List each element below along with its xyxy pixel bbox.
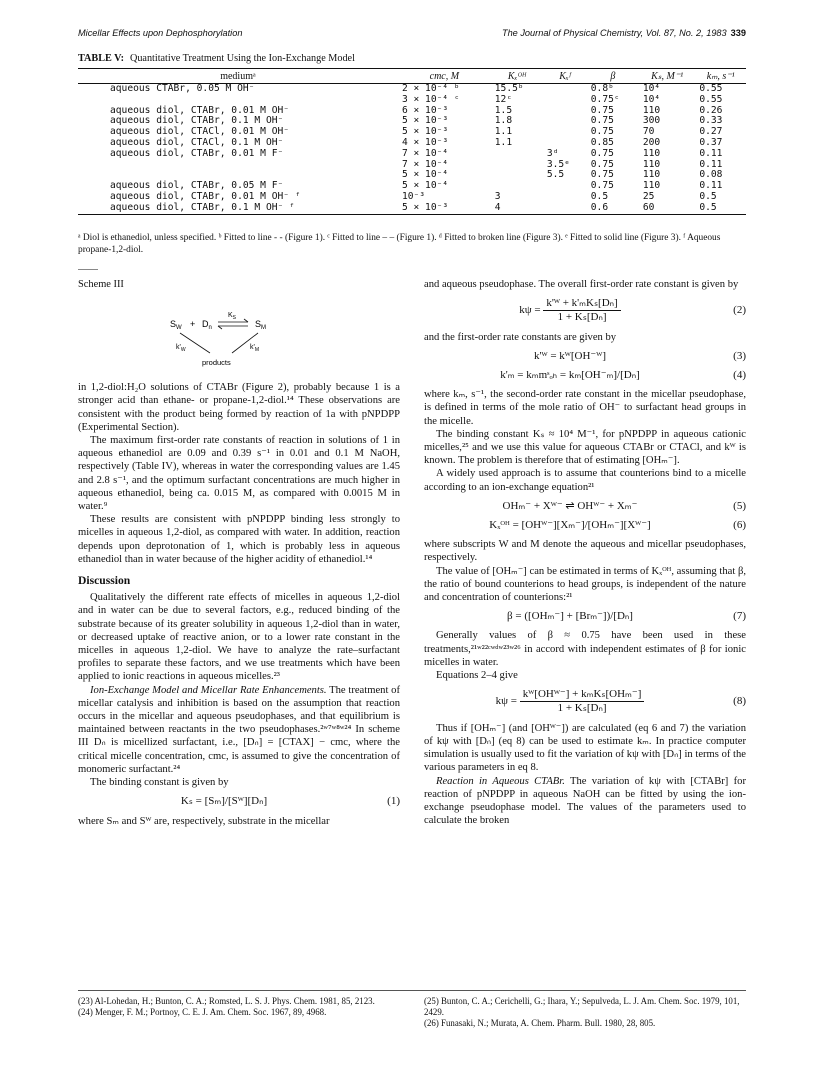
- cell-beta: 0.75: [590, 104, 614, 116]
- table-label: TABLE V:: [78, 53, 124, 64]
- scheme-svg: [78, 291, 400, 381]
- col-header-cmc: cmc, M: [398, 69, 491, 84]
- right-paragraph-6: where subscripts W and M denote the aqueous and micellar pseudophases, respectively.: [424, 539, 746, 564]
- cell-kx-oh: 4: [491, 203, 543, 214]
- cell-cmc: 5 × 10⁻⁴: [401, 180, 449, 192]
- cell-cmc: 5 × 10⁻³: [401, 115, 449, 127]
- cell-km: 0.11: [699, 180, 723, 192]
- cell-ks: 110: [642, 169, 661, 181]
- equation-2-number: (2): [733, 304, 746, 317]
- table-header-row: [78, 69, 746, 84]
- cell-medium: [78, 160, 398, 171]
- left-paragraph-5: [78, 684, 400, 776]
- cell-km: 0.37: [699, 136, 723, 148]
- cell-kx-oh: 1.1: [494, 126, 513, 138]
- reference-26: (26) Funasaki, N.; Murata, A. Chem. Pharm. Bull. 1980, 28, 805.: [424, 1018, 656, 1028]
- cell-kx-oh: 1.5: [494, 104, 513, 116]
- equation-8-number: (8): [733, 695, 746, 708]
- right-paragraph-3: where kₘ, s⁻¹, the second-order rate constant in the micellar pseudophase, is defined in terms of the mole ratio of OH⁻ to surfactant head groups in the micelle.: [424, 389, 746, 427]
- equation-2-fraction: [543, 297, 620, 324]
- cell-kx-f: [543, 127, 587, 138]
- equation-8-lhs: kψ =: [495, 695, 517, 708]
- right-column: [424, 278, 746, 827]
- scheme-sw: $S_W$: [170, 319, 182, 332]
- col-header-ks: Kₛ, M⁻¹: [639, 69, 695, 84]
- cell-km: 0.5: [699, 190, 717, 202]
- equation-7: [424, 610, 746, 623]
- cell-beta: 0.75: [590, 169, 614, 181]
- cell-medium: aqueous CTABr, 0.05 M OH⁻: [110, 83, 255, 94]
- subheading-ion-exchange: Ion-Exchange Model and Micellar Rate Enhancements.: [90, 684, 327, 696]
- cell-km: 0.33: [699, 115, 723, 127]
- cell-beta: 0.6: [587, 203, 639, 214]
- page-number: 339: [730, 28, 746, 38]
- scheme-iii-diagram: [78, 291, 400, 381]
- cell-kx-f: [543, 181, 587, 192]
- cell-beta: 0.8ᵇ: [590, 83, 614, 94]
- scheme-ks: $K_S$: [228, 312, 237, 322]
- equation-2: [424, 297, 746, 324]
- cell-kx-oh: 12ᶜ: [494, 93, 513, 105]
- table-footnotes: ᵃ Diol is ethanediol, unless specified. ᵇ Fitted to line - - (Figure 1). ᶜ Fitted to line – – (Figure 1). ᵈ Fitted to broken line (Figure 3). ᵉ Fitted to solid line (Figure 3). ᶠ Aqueous propane-1,2-diol.: [78, 233, 721, 255]
- cell-kx-oh: [491, 149, 543, 160]
- cell-km: 0.55: [699, 83, 723, 94]
- cell-cmc: 7 × 10⁻⁴: [401, 158, 449, 170]
- cell-beta: 0.75ᶜ: [590, 93, 620, 105]
- cell-kx-f: 5.5: [546, 169, 565, 181]
- scheme-title: Scheme III: [78, 279, 124, 290]
- table-row: [78, 149, 746, 160]
- cell-ks: 10⁴: [642, 93, 661, 105]
- left-column: [78, 278, 400, 828]
- cell-medium: aqueous diol, CTACl, 0.01 M OH⁻: [110, 126, 290, 138]
- equation-2-expr: [424, 297, 716, 324]
- cell-medium: aqueous diol, CTACl, 0.1 M OH⁻: [110, 136, 284, 148]
- cell-ks: 110: [642, 158, 661, 170]
- col-header-kx-f: Kₓᶠ: [543, 69, 587, 84]
- table-row: [78, 95, 746, 106]
- cell-ks: 300: [642, 115, 661, 127]
- cell-km: 0.27: [699, 126, 723, 138]
- cell-cmc: 10⁻³: [401, 190, 426, 202]
- left-paragraph-7: where Sₘ and Sᵂ are, respectively, substrate in the micellar: [78, 815, 330, 827]
- equation-1-expr: Kₛ = [Sₘ]/[Sᵂ][Dₙ]: [180, 795, 268, 808]
- right-paragraph-5: A widely used approach is to assume that counterions bind to a micelle according to an ion-exchange equation²¹: [424, 468, 746, 493]
- equation-7-number: (7): [733, 610, 746, 623]
- equation-5: [424, 500, 746, 513]
- scheme-products: products: [202, 358, 231, 368]
- reference-23: (23) Al-Lohedan, H.; Bunton, C. A.; Romsted, L. S. J. Phys. Chem. 1981, 85, 2123.: [78, 996, 375, 1006]
- cell-kx-f: [543, 95, 587, 106]
- cell-medium: aqueous diol, CTABr, 0.05 M F⁻: [110, 180, 284, 192]
- cell-cmc: 5 × 10⁻⁴: [401, 169, 449, 181]
- cell-medium: [78, 95, 398, 106]
- equation-5-number: (5): [733, 499, 746, 512]
- cell-cmc: 5 × 10⁻³: [398, 203, 491, 214]
- cell-kx-f: [543, 192, 587, 203]
- cell-kx-f: [543, 116, 587, 127]
- cell-kx-oh: 15.5ᵇ: [494, 83, 524, 94]
- cell-kx-f: [543, 84, 587, 95]
- equation-4-number: (4): [733, 369, 746, 382]
- cell-beta: 0.75: [590, 126, 614, 138]
- right-paragraph-11-text: The variation of kψ with [CTABr] for reaction of pNPDPP in aqueous NaOH can be fitted by using the ion-exchange pseudophase model. The values of the parameters used to calculate the broken: [424, 775, 746, 827]
- cell-kx-oh: [491, 160, 543, 171]
- cell-km: 0.11: [699, 158, 723, 170]
- cell-beta: 0.85: [590, 136, 614, 148]
- table-title: [78, 53, 355, 64]
- equation-6-number: (6): [733, 519, 746, 532]
- cell-cmc: 4 × 10⁻³: [401, 136, 449, 148]
- cell-kx-f: [543, 106, 587, 117]
- equation-1-number: (1): [387, 795, 400, 808]
- right-paragraph-4: The binding constant Kₛ ≈ 10⁴ M⁻¹, for pNPDPP in aqueous cationic micelles,²⁵ and we use this value for aqueous CTABr or CTACl, and kᵂ is known. The problem is therefore that of estimating [OHₘ⁻].: [424, 428, 746, 467]
- right-paragraph-7: The value of [OHₘ⁻] can be estimated in terms of Kₓᴼᴴ, assuming that β, the ratio of bound counterions to head groups, is independent of the nature and concentration of counterions:²¹: [424, 565, 746, 604]
- table-caption: Quantitative Treatment Using the Ion-Exchange Model: [129, 53, 355, 64]
- cell-beta: 0.75: [590, 147, 614, 159]
- cell-km: 0.11: [699, 147, 723, 159]
- cell-ks: 200: [642, 136, 661, 148]
- col-header-km: kₘ, s⁻¹: [695, 69, 746, 84]
- left-paragraph-1: in 1,2-diol:H₂O solutions of CTABr (Figure 2), probably because 1 is a stronger acid than ethane- or propane-1,2-diol.¹⁴ These observations are consistent with the product being formed by reaction of 1a with pNPDPP (Experimental Section).: [78, 382, 400, 433]
- header-right: [502, 28, 746, 38]
- data-table: [78, 68, 746, 215]
- cell-beta: 0.75: [590, 180, 614, 192]
- equation-3-number: (3): [733, 349, 746, 362]
- scheme-sm: $S_M$: [255, 319, 267, 332]
- cell-ks: 110: [642, 104, 661, 116]
- equation-5-expr: OHₘ⁻ + Xᵂ⁻ ⇌ OHᵂ⁻ + Xₘ⁻: [502, 499, 638, 512]
- left-paragraph-5-text: The treatment of micellar catalysis and inhibition is based on the assumption that reaction occurs in the micellar and aqueous pseudophases, and that equilibrium is maintained between reactants in the two pseudophases.²ʷ⁷ʷ⁸ʷ²⁴ In scheme III Dₙ is micellized surfactant, i.e., [Dₙ] = [CTAX] − cmc, where the critical micelle concentration, cmc, is assumed to give the concentration of monomeric surfactant.²⁴: [78, 684, 400, 775]
- cell-kx-f: [543, 203, 587, 214]
- col-header-beta: β: [587, 69, 639, 84]
- equation-8: [424, 688, 746, 715]
- equation-8-numerator: kᵂ[OHᵂ⁻] + kₘKₛ[OHₘ⁻]: [520, 688, 645, 702]
- cell-ks: 110: [642, 147, 661, 159]
- equation-8-expr: [424, 688, 716, 715]
- reference-25: (25) Bunton, C. A.; Cerichelli, G.; Ihara, Y.; Sepulveda, L. J. Am. Chem. Soc. 1979, 101, 2429.: [424, 996, 740, 1017]
- subheading-aqueous-ctabr: Reaction in Aqueous CTABr.: [436, 775, 565, 787]
- journal-citation: The Journal of Physical Chemistry, Vol. 87, No. 2, 1983: [501, 28, 727, 38]
- equation-6-expr: Kₓᴼᴴ = [OHᵂ⁻][Xₘ⁻]/[OHₘ⁻][Xᵂ⁻]: [489, 519, 651, 532]
- cell-beta: 0.75: [590, 115, 614, 127]
- running-header: [78, 28, 746, 42]
- cell-km: 0.08: [699, 169, 723, 181]
- left-paragraph-4: Qualitatively the different rate effects of micelles in aqueous 1,2-diol and in water can be due to several factors, e.g., reduced binding of the substrate because of its greater solubility in aqueous 1,2-diol than in water, or decreased uptake of reactive anion, or to a lower rate constant in the micelles in aqueous 1,2-diol. We have to analyze the rate–surfactant profiles to separate these factors, and we use treatments which have been applied to ionic reactions in aqueous micelles.²³: [78, 592, 400, 683]
- equation-2-numerator: k'ᵂ + k'ₘKₛ[Dₙ]: [543, 297, 620, 311]
- cell-kx-oh: 3: [494, 190, 501, 202]
- right-paragraph-11: [424, 775, 746, 828]
- equation-8-fraction: [520, 688, 645, 715]
- cell-km: 0.5: [695, 203, 746, 214]
- scheme-km: $k'_M$: [250, 344, 260, 354]
- cell-cmc: 7 × 10⁻⁴: [401, 147, 449, 159]
- header-left-title: Micellar Effects upon Dephosphorylation: [78, 28, 243, 38]
- cell-ks: 60: [639, 203, 695, 214]
- cell-km: 0.55: [699, 93, 723, 105]
- cell-medium: aqueous diol, CTABr, 0.01 M OH⁻ ᶠ: [110, 190, 301, 202]
- scheme-dn: $D_n$: [202, 319, 212, 332]
- equation-8-denominator: 1 + Kₛ[Dₙ]: [557, 702, 607, 715]
- col-header-kx-oh: Kₓᴼᴴ: [491, 69, 543, 84]
- left-paragraph-6: The binding constant is given by: [90, 777, 229, 789]
- cell-cmc: 2 × 10⁻⁴ ᵇ: [401, 83, 460, 94]
- equation-3-expr: k'ᵂ = kᵂ[OH⁻ᵂ]: [534, 349, 606, 362]
- cell-beta: 0.75: [590, 158, 614, 170]
- cell-cmc: 6 × 10⁻³: [401, 104, 449, 116]
- cell-ks: 70: [642, 126, 655, 138]
- right-paragraph-2: and the first-order rate constants are given by: [424, 331, 617, 343]
- cell-kx-oh: 1.8: [494, 115, 513, 127]
- left-paragraph-2: The maximum first-order rate constants of reaction in solutions of 1 in aqueous ethanediol are 0.09 and 0.39 s⁻¹ in 0.01 and 0.1 M NaOH, respectively (Table IV), whereas in water the corresponding values are 1.45 and 2.8 s⁻¹, and the optimum surfactant concentrations are much higher in aqueous ethanediol, being ca. 0.015 M, as compared with 0.0015 M in water.⁹: [78, 435, 400, 513]
- cell-beta: 0.5: [590, 190, 609, 202]
- references-left: [78, 996, 400, 1018]
- separator-rule: [78, 269, 98, 270]
- equation-6: [424, 519, 746, 532]
- right-paragraph-9: Equations 2–4 give: [436, 670, 518, 682]
- equation-2-denominator: 1 + Kₛ[Dₙ]: [557, 311, 607, 324]
- left-paragraph-3: These results are consistent with pNPDPP binding less strongly to micelles in aqueous 1,2-diol, as compared with water. In addition, reaction depends upon deprotonation of 1, which is probably less in aqueous ethanediol than in water because of the higher acidity of ethanediol.¹⁴: [78, 514, 400, 565]
- cell-kx-f: 3.5ᵉ: [546, 158, 570, 170]
- cell-ks: 25: [642, 190, 655, 202]
- cell-km: 0.26: [699, 104, 723, 116]
- right-paragraph-10: Thus if [OHₘ⁻] (and [OHᵂ⁻]) are calculated (eq 6 and 7) the variation of kψ with [Dₙ] (eq 8) can be used to estimate kₘ. In practice computer simulation is usually used to fit the variation of kψ with [Dₙ] in terms of the various parameters in eq 8.: [424, 722, 746, 774]
- cell-medium: aqueous diol, CTABr, 0.01 M F⁻: [110, 147, 284, 159]
- cell-ks: 110: [642, 180, 661, 192]
- cell-kx-oh: 1.1: [494, 136, 513, 148]
- eq-arrow-forward-head: [244, 319, 248, 322]
- table-body: [78, 84, 746, 215]
- references-rule: [78, 990, 746, 991]
- scheme-plus: +: [190, 319, 196, 330]
- cell-cmc: 5 × 10⁻³: [401, 126, 449, 138]
- references-right: [424, 996, 746, 1029]
- eq-arrow-back-head: [218, 326, 222, 329]
- section-heading-discussion: Discussion: [78, 574, 131, 588]
- equation-4-expr: k'ₘ = kₘmˢₒₕ = kₘ[OH⁻ₘ]/[Dₙ]: [500, 369, 640, 382]
- cell-medium: aqueous diol, CTABr, 0.01 M OH⁻: [110, 104, 290, 116]
- cell-medium: aqueous diol, CTABr, 0.1 M OH⁻: [110, 115, 284, 127]
- cell-ks: 10⁴: [642, 83, 661, 94]
- equation-2-lhs: kψ =: [519, 304, 541, 317]
- col-header-medium: mediumᵃ: [78, 69, 398, 84]
- right-paragraph-1: and aqueous pseudophase. The overall first-order rate constant is given by: [424, 279, 739, 290]
- scheme-kw: $k'_W$: [176, 344, 186, 354]
- cell-kx-oh: [491, 170, 543, 181]
- equation-7-expr: β = ([OHₘ⁻] + [Brₘ⁻])/[Dₙ]: [507, 610, 633, 623]
- table-row: [78, 203, 746, 214]
- reference-24: (24) Menger, F. M.; Portnoy, C. E. J. Am. Chem. Soc. 1967, 89, 4968.: [78, 1007, 327, 1017]
- cell-kx-f: 3ᵈ: [546, 147, 559, 159]
- equation-1: [78, 795, 400, 808]
- cell-medium: aqueous diol, CTABr, 0.1 M OH⁻ ᶠ: [78, 203, 398, 214]
- equation-4: [424, 369, 746, 382]
- right-paragraph-8: Generally values of β ≈ 0.75 have been used in these treatments,²¹ʷ²²ᶜʷᵈʷ²³ʷ²⁶ in accord with independent estimates of β for ionic micelles in water.: [424, 630, 746, 668]
- cell-cmc: 3 × 10⁻⁴ ᶜ: [401, 93, 460, 105]
- equation-3: [424, 350, 746, 363]
